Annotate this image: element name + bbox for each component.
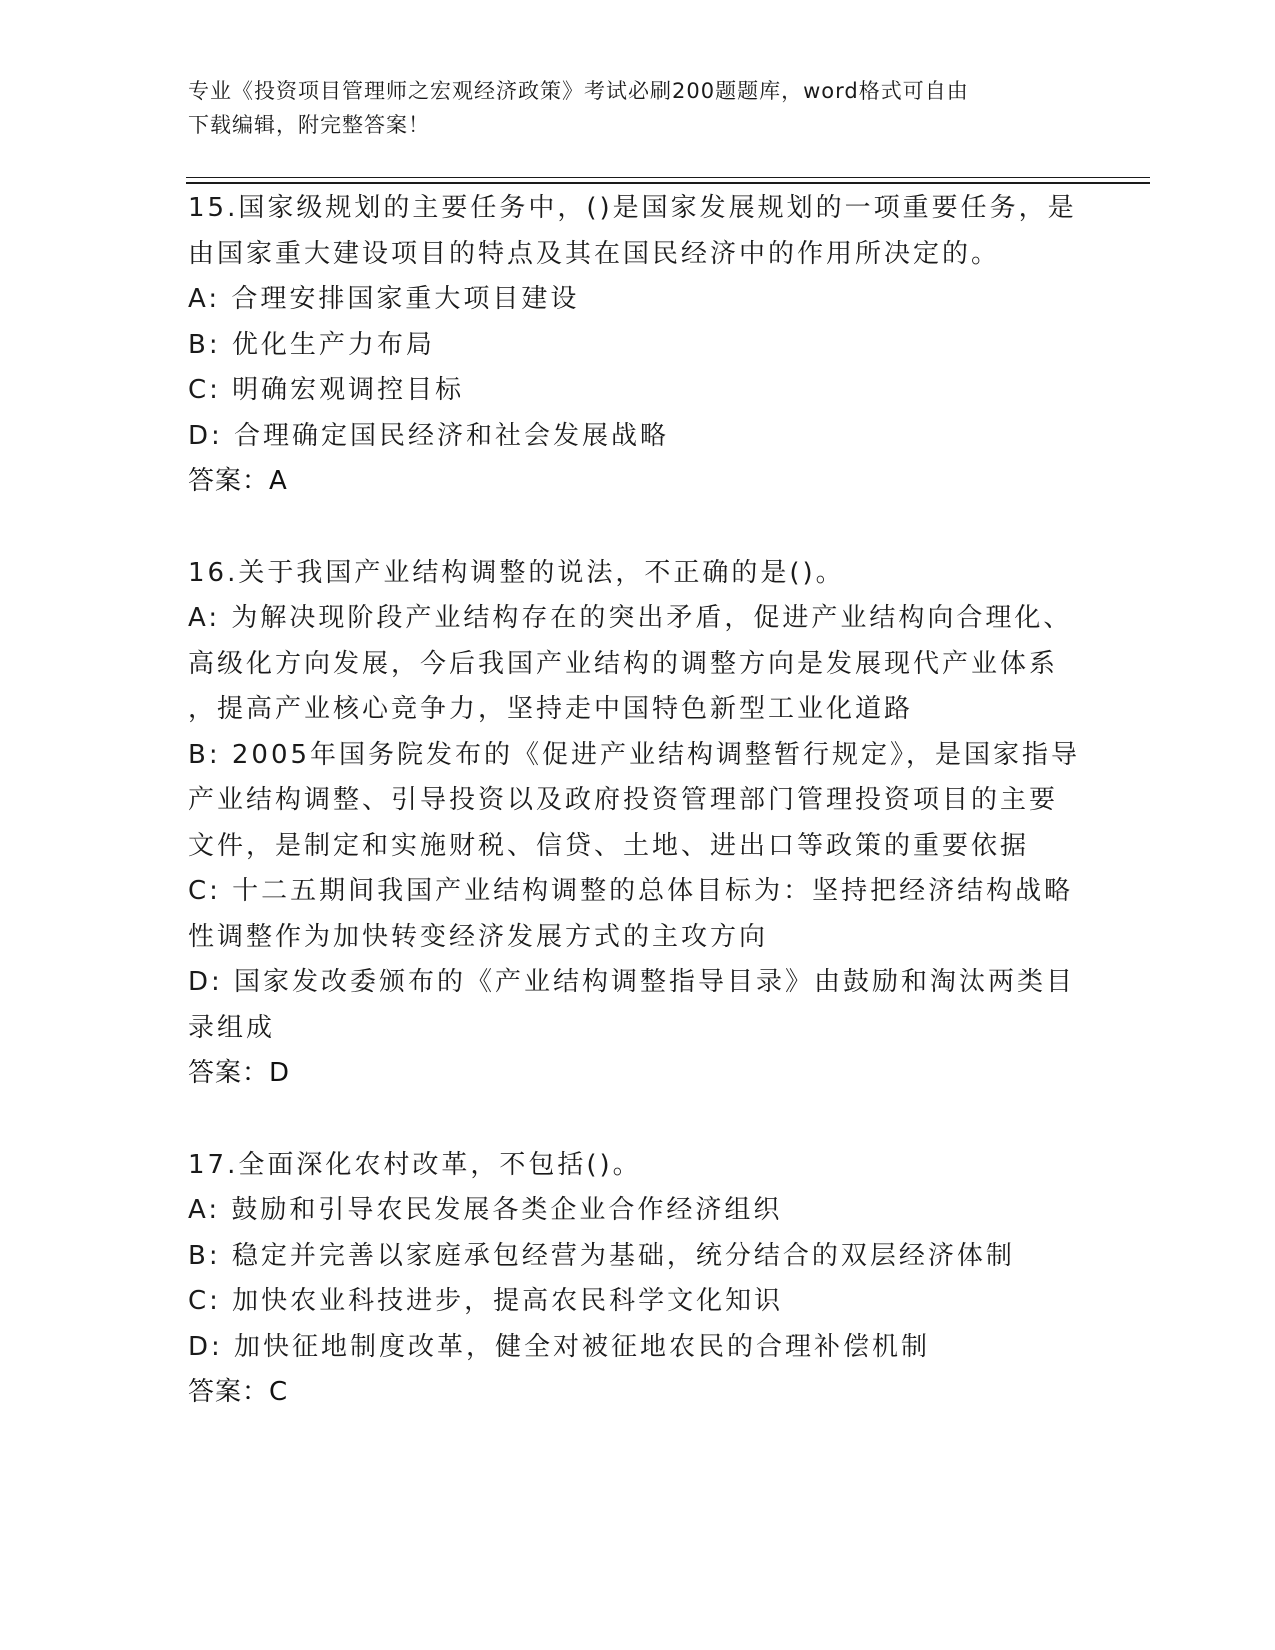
question-list (188, 186, 1088, 1462)
option-d: D: 合理确定国民经济和社会发展战略 (188, 420, 670, 451)
question-16 (188, 551, 1088, 1097)
question-stem: 17.全面深化农村改革，不包括()。 (188, 1149, 642, 1180)
option-b-continued: 产业结构调整、引导投资以及政府投资管理部门管理投资项目的主要 (188, 785, 1059, 815)
answer-line: 答案：C (188, 1377, 289, 1407)
option-a-continued: 高级化方向发展，今后我国产业结构的调整方向是发展现代产业体系 (188, 648, 1059, 679)
question-stem: 16.关于我国产业结构调整的说法，不正确的是()。 (188, 557, 845, 588)
header-divider-thick (186, 182, 1150, 184)
header-divider-thin (186, 177, 1150, 178)
option-b: B: 2005年国务院发布的《促进产业结构调整暂行规定》，是国家指导 (188, 739, 1081, 770)
header-line: 下载编辑，附完整答案！ (188, 113, 430, 137)
answer-line: 答案：A (188, 466, 288, 496)
option-a: A: 鼓励和引导农民发展各类企业合作经济组织 (188, 1195, 783, 1225)
answer-line: 答案：D (188, 1058, 291, 1088)
document-header (188, 74, 1088, 142)
question-15 (188, 186, 1088, 505)
option-d: D: 加快征地制度改革，健全对被征地农民的合理补偿机制 (188, 1331, 931, 1362)
option-b: B: 优化生产力布局 (188, 329, 435, 360)
question-17 (188, 1143, 1088, 1416)
option-d-continued: 录组成 (188, 1012, 276, 1043)
option-c: C: 明确宏观调控目标 (188, 375, 465, 405)
option-d: D: 国家发改委颁布的《产业结构调整指导目录》由鼓励和淘汰两类目 (188, 967, 1076, 997)
question-stem: 由国家重大建设项目的特点及其在国民经济中的作用所决定的。 (188, 238, 1001, 269)
header-line: 专业《投资项目管理师之宏观经济政策》考试必刷200题题库，word格式可自由 (188, 79, 969, 103)
option-b: B: 稳定并完善以家庭承包经营为基础，统分结合的双层经济体制 (188, 1240, 1015, 1271)
option-b-continued: 文件，是制定和实施财税、信贷、土地、进出口等政策的重要依据 (188, 830, 1030, 861)
question-stem: 15.国家级规划的主要任务中，()是国家发展规划的一项重要任务，是 (188, 193, 1077, 223)
option-a-continued: ，提高产业核心竞争力，坚持走中国特色新型工业化道路 (188, 694, 914, 724)
option-c: C: 十二五期间我国产业结构调整的总体目标为：坚持把经济结构战略 (188, 876, 1074, 906)
option-c-continued: 性调整作为加快转变经济发展方式的主攻方向 (188, 921, 769, 952)
option-a: A: 为解决现阶段产业结构存在的突出矛盾，促进产业结构向合理化、 (188, 603, 1073, 633)
option-a: A: 合理安排国家重大项目建设 (188, 284, 580, 314)
option-c: C: 加快农业科技进步，提高农民科学文化知识 (188, 1286, 784, 1316)
